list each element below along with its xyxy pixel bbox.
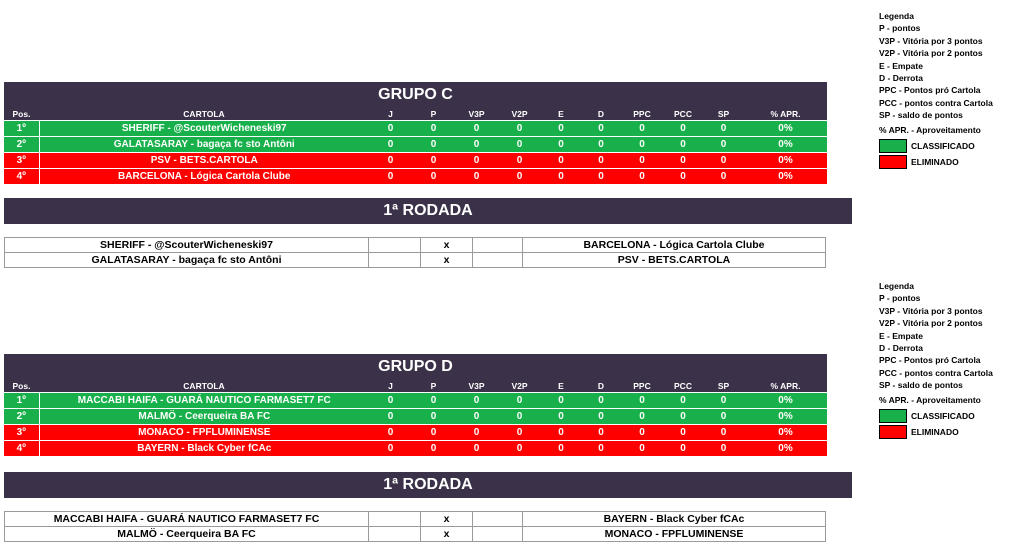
stat-cell: 0	[703, 409, 744, 425]
column-header: % APR.	[744, 380, 827, 393]
stat-cell: 0	[498, 425, 541, 441]
stat-cell: 0	[412, 393, 455, 409]
stat-cell: 0	[498, 153, 541, 169]
team-cell: BARCELONA - Lógica Cartola Clube	[39, 169, 369, 185]
legend-line: PCC - pontos contra Cartola	[879, 97, 993, 108]
standings-row	[4, 169, 827, 185]
stat-cell: 0%	[744, 169, 827, 185]
stat-cell: 0	[581, 409, 621, 425]
home-team-cell: GALATASARAY - bagaça fc sto Antôni	[5, 253, 369, 268]
stat-cell: 0	[541, 393, 581, 409]
match-row	[5, 253, 826, 268]
stat-cell: 0	[663, 409, 703, 425]
legend-line: P - pontos	[879, 23, 921, 34]
away-score-cell	[473, 527, 523, 542]
classified-swatch	[879, 409, 907, 423]
column-header: D	[581, 108, 621, 121]
legend-line: E - Empate	[879, 330, 923, 341]
stat-cell: 0	[369, 425, 412, 441]
stat-cell: 0	[581, 121, 621, 137]
stat-cell: 0%	[744, 441, 827, 457]
team-cell: MACCABI HAIFA - GUARÁ NAUTICO FARMASET7 FC	[39, 393, 369, 409]
legend-lines	[879, 280, 993, 406]
legend-line: P - pontos	[879, 293, 921, 304]
stat-cell: 0	[703, 425, 744, 441]
home-team-cell: MACCABI HAIFA - GUARÁ NAUTICO FARMASET7 FC	[5, 512, 369, 527]
position-cell: 1º	[4, 393, 39, 409]
stat-cell: 0%	[744, 153, 827, 169]
team-cell: GALATASARAY - bagaça fc sto Antôni	[39, 137, 369, 153]
versus-cell: x	[421, 238, 473, 253]
standings-row	[4, 137, 827, 153]
stat-cell: 0	[621, 169, 663, 185]
position-cell: 1º	[4, 121, 39, 137]
stat-cell: 0	[541, 425, 581, 441]
column-header: Pos.	[4, 108, 39, 121]
group-c-standings	[4, 108, 827, 184]
stat-cell: 0	[663, 137, 703, 153]
stat-cell: 0	[541, 169, 581, 185]
standings-row	[4, 425, 827, 441]
stat-cell: 0	[412, 409, 455, 425]
position-cell: 2º	[4, 137, 39, 153]
stat-cell: 0	[621, 409, 663, 425]
stat-cell: 0	[412, 441, 455, 457]
legend-line: % APR. - Aproveitamento	[879, 394, 981, 405]
stat-cell: 0	[455, 121, 498, 137]
column-header: Pos.	[4, 380, 39, 393]
stat-cell: 0	[581, 169, 621, 185]
column-header: SP	[703, 108, 744, 121]
stat-cell: 0	[498, 441, 541, 457]
standings-row	[4, 441, 827, 457]
stat-cell: 0	[412, 137, 455, 153]
team-cell: BAYERN - Black Cyber fCAc	[39, 441, 369, 457]
stat-cell: 0	[455, 153, 498, 169]
column-header: D	[581, 380, 621, 393]
legend-d	[879, 280, 993, 440]
team-cell: SHERIFF - @ScouterWicheneski97	[39, 121, 369, 137]
group-c-title: GRUPO C	[4, 82, 827, 108]
group-d-matches	[4, 511, 826, 542]
position-cell: 3º	[4, 153, 39, 169]
stat-cell: 0	[621, 393, 663, 409]
classified-label: CLASSIFICADO	[911, 410, 975, 421]
away-team-cell: BARCELONA - Lógica Cartola Clube	[523, 238, 826, 253]
stat-cell: 0%	[744, 121, 827, 137]
standings-row	[4, 393, 827, 409]
stat-cell: 0	[369, 121, 412, 137]
stat-cell: 0	[581, 153, 621, 169]
column-header: V2P	[498, 108, 541, 121]
stat-cell: 0	[498, 169, 541, 185]
eliminated-swatch	[879, 425, 907, 439]
column-header: V3P	[455, 380, 498, 393]
column-header: CARTOLA	[39, 380, 369, 393]
classified-swatch	[879, 139, 907, 153]
stat-cell: 0	[663, 121, 703, 137]
legend-line: D - Derrota	[879, 343, 923, 354]
legend-line: V2P - Vitória por 2 pontos	[879, 48, 983, 59]
stat-cell: 0	[581, 441, 621, 457]
home-score-cell	[369, 527, 421, 542]
away-team-cell: MONACO - FPFLUMINENSE	[523, 527, 826, 542]
legend-classified	[879, 138, 993, 154]
column-header: P	[412, 108, 455, 121]
stat-cell: 0	[621, 153, 663, 169]
stat-cell: 0	[455, 409, 498, 425]
column-header: CARTOLA	[39, 108, 369, 121]
stat-cell: 0	[498, 393, 541, 409]
eliminated-label: ELIMINADO	[911, 426, 959, 437]
column-header: P	[412, 380, 455, 393]
stat-cell: 0	[621, 441, 663, 457]
legend-line: SP - saldo de pontos	[879, 110, 963, 121]
stat-cell: 0	[455, 169, 498, 185]
position-cell: 3º	[4, 425, 39, 441]
stat-cell: 0	[455, 137, 498, 153]
group-d-title: GRUPO D	[4, 354, 827, 380]
stat-cell: 0%	[744, 393, 827, 409]
away-team-cell: PSV - BETS.CARTOLA	[523, 253, 826, 268]
versus-cell: x	[421, 253, 473, 268]
stat-cell: 0	[541, 121, 581, 137]
stat-cell: 0	[455, 393, 498, 409]
stat-cell: 0	[703, 137, 744, 153]
legend-line: PPC - Pontos pró Cartola	[879, 355, 981, 366]
away-score-cell	[473, 253, 523, 268]
home-score-cell	[369, 512, 421, 527]
legend-line: PPC - Pontos pró Cartola	[879, 85, 981, 96]
legend-line: V3P - Vitória por 3 pontos	[879, 35, 983, 46]
stat-cell: 0	[369, 409, 412, 425]
stat-cell: 0	[581, 425, 621, 441]
column-header: PPC	[621, 108, 663, 121]
home-team-cell: MALMÖ - Ceerqueira BA FC	[5, 527, 369, 542]
team-cell: MONACO - FPFLUMINENSE	[39, 425, 369, 441]
home-score-cell	[369, 253, 421, 268]
versus-cell: x	[421, 512, 473, 527]
stat-cell: 0	[498, 137, 541, 153]
stat-cell: 0	[541, 409, 581, 425]
standings-header-row	[4, 108, 827, 121]
legend-line: D - Derrota	[879, 73, 923, 84]
stat-cell: 0	[369, 137, 412, 153]
stat-cell: 0	[621, 137, 663, 153]
legend-line: % APR. - Aproveitamento	[879, 124, 981, 135]
stat-cell: 0	[703, 169, 744, 185]
stat-cell: 0	[541, 153, 581, 169]
position-cell: 4º	[4, 441, 39, 457]
legend-line: V2P - Vitória por 2 pontos	[879, 318, 983, 329]
stat-cell: 0	[663, 425, 703, 441]
stat-cell: 0%	[744, 409, 827, 425]
stat-cell: 0	[581, 393, 621, 409]
column-header: PCC	[663, 380, 703, 393]
legend-line: PCC - pontos contra Cartola	[879, 367, 993, 378]
stat-cell: 0	[541, 137, 581, 153]
stat-cell: 0	[498, 409, 541, 425]
match-row	[5, 527, 826, 542]
stat-cell: 0	[455, 441, 498, 457]
stat-cell: 0	[369, 393, 412, 409]
classified-label: CLASSIFICADO	[911, 140, 975, 151]
stat-cell: 0%	[744, 137, 827, 153]
stat-cell: 0	[703, 441, 744, 457]
eliminated-label: ELIMINADO	[911, 156, 959, 167]
stat-cell: 0	[369, 153, 412, 169]
stat-cell: 0	[455, 425, 498, 441]
versus-cell: x	[421, 527, 473, 542]
match-row	[5, 238, 826, 253]
legend-line: SP - saldo de pontos	[879, 380, 963, 391]
legend-line: Legenda	[879, 11, 914, 21]
standings-header-row	[4, 380, 827, 393]
legend-eliminated	[879, 424, 993, 440]
stat-cell: 0	[498, 121, 541, 137]
team-cell: PSV - BETS.CARTOLA	[39, 153, 369, 169]
group-c-matches	[4, 237, 826, 268]
stat-cell: 0	[412, 153, 455, 169]
standings-row	[4, 121, 827, 137]
standings-row	[4, 409, 827, 425]
legend-lines	[879, 10, 993, 136]
stat-cell: 0	[703, 153, 744, 169]
position-cell: 4º	[4, 169, 39, 185]
stat-cell: 0	[369, 169, 412, 185]
column-header: V2P	[498, 380, 541, 393]
column-header: E	[541, 108, 581, 121]
column-header: PPC	[621, 380, 663, 393]
group-d-round-title: 1ª RODADA	[4, 472, 852, 498]
legend-line: E - Empate	[879, 60, 923, 71]
standings-row	[4, 153, 827, 169]
stat-cell: 0	[412, 425, 455, 441]
column-header: J	[369, 380, 412, 393]
stat-cell: 0%	[744, 425, 827, 441]
away-score-cell	[473, 512, 523, 527]
group-d-standings	[4, 380, 827, 456]
stat-cell: 0	[412, 121, 455, 137]
stat-cell: 0	[703, 121, 744, 137]
home-score-cell	[369, 238, 421, 253]
legend-c	[879, 10, 993, 170]
legend-classified	[879, 408, 993, 424]
eliminated-swatch	[879, 155, 907, 169]
stat-cell: 0	[369, 441, 412, 457]
column-header: E	[541, 380, 581, 393]
column-header: PCC	[663, 108, 703, 121]
stat-cell: 0	[621, 425, 663, 441]
column-header: % APR.	[744, 108, 827, 121]
stat-cell: 0	[663, 393, 703, 409]
legend-eliminated	[879, 154, 993, 170]
stat-cell: 0	[703, 393, 744, 409]
legend-line: V3P - Vitória por 3 pontos	[879, 305, 983, 316]
away-team-cell: BAYERN - Black Cyber fCAc	[523, 512, 826, 527]
stat-cell: 0	[541, 441, 581, 457]
stat-cell: 0	[412, 169, 455, 185]
stat-cell: 0	[621, 121, 663, 137]
team-cell: MALMÖ - Ceerqueira BA FC	[39, 409, 369, 425]
stat-cell: 0	[581, 137, 621, 153]
stat-cell: 0	[663, 441, 703, 457]
position-cell: 2º	[4, 409, 39, 425]
legend-line: Legenda	[879, 281, 914, 291]
home-team-cell: SHERIFF - @ScouterWicheneski97	[5, 238, 369, 253]
stat-cell: 0	[663, 169, 703, 185]
away-score-cell	[473, 238, 523, 253]
group-c-round-title: 1ª RODADA	[4, 198, 852, 224]
column-header: SP	[703, 380, 744, 393]
column-header: V3P	[455, 108, 498, 121]
column-header: J	[369, 108, 412, 121]
stat-cell: 0	[663, 153, 703, 169]
match-row	[5, 512, 826, 527]
